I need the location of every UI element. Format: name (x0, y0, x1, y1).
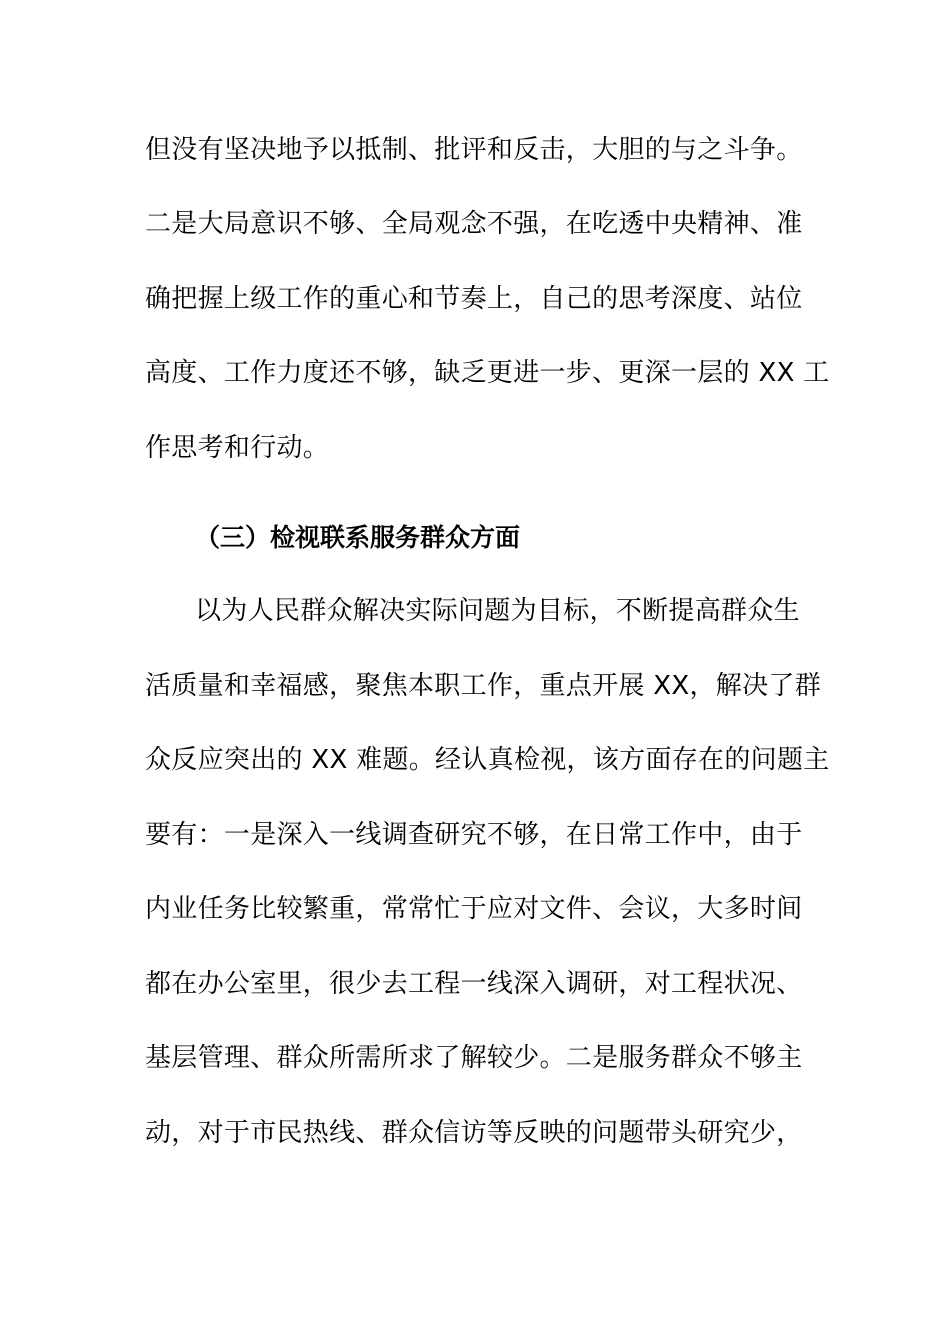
paragraph-line: 但没有坚决地予以抵制、批评和反击，大胆的与之斗争。 (145, 135, 803, 165)
paragraph-line: 活质量和幸福感，聚焦本职工作，重点开展 XX，解决了群 (145, 671, 821, 701)
paragraph-line: 作思考和行动。 (145, 433, 330, 463)
paragraph-line: 以为人民群众解决实际问题为目标，不断提高群众生 (195, 596, 800, 626)
paragraph-line: 高度、工作力度还不够，缺乏更进一步、更深一层的 XX 工 (145, 358, 830, 388)
paragraph-line: 动，对于市民热线、群众信访等反映的问题带头研究少， (145, 1118, 803, 1148)
paragraph-line: 二是大局意识不够、全局观念不强，在吃透中央精神、准 (145, 209, 803, 239)
paragraph-line: 都在办公室里，很少去工程一线深入调研，对工程状况、 (145, 969, 803, 999)
paragraph-line: 确把握上级工作的重心和节奏上，自己的思考深度、站位 (145, 284, 803, 314)
paragraph-line: 基层管理、群众所需所求了解较少。二是服务群众不够主 (145, 1043, 803, 1073)
paragraph-line: 要有：一是深入一线调查研究不够，在日常工作中，由于 (145, 820, 803, 850)
paragraph-line: 内业任务比较繁重，常常忙于应对文件、会议，大多时间 (145, 894, 803, 924)
section-heading: （三）检视联系服务群众方面 (195, 523, 521, 552)
paragraph-line: 众反应突出的 XX 难题。经认真检视，该方面存在的问题主 (145, 745, 830, 775)
